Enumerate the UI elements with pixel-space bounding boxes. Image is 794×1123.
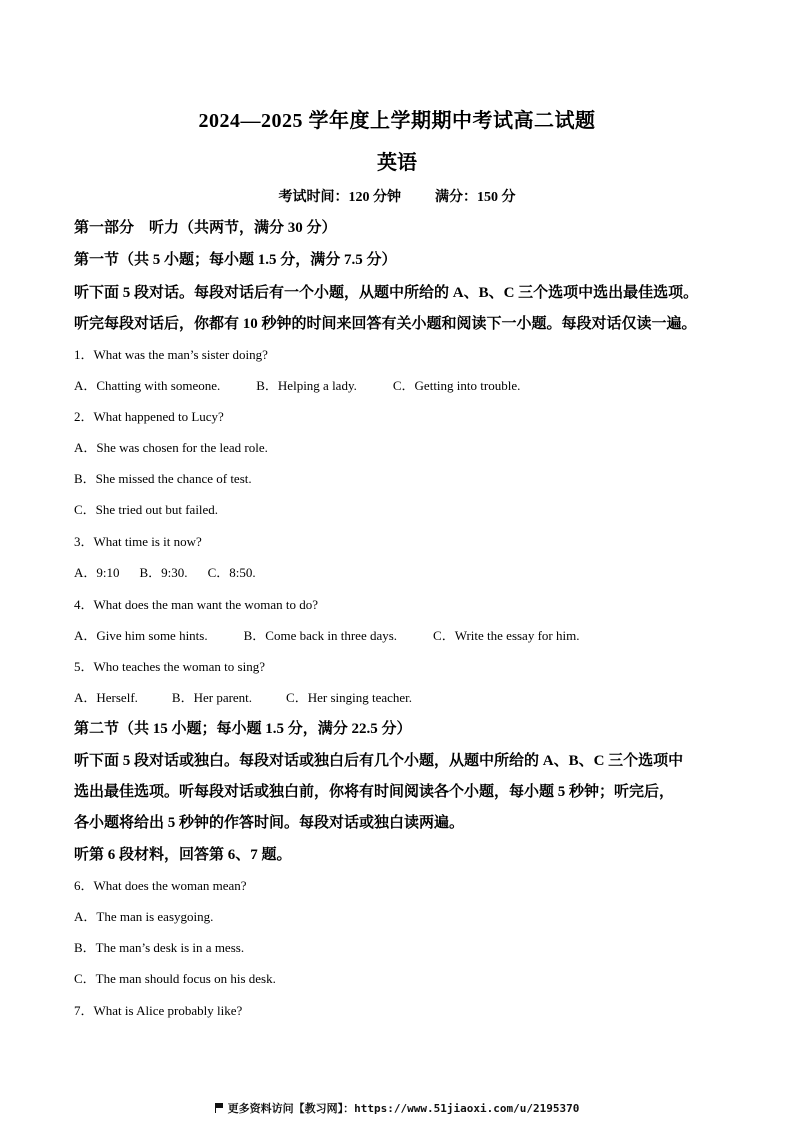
question-4: 4．What does the man want the woman to do? bbox=[74, 597, 319, 612]
section1-instruction-2: 听完每段对话后，你都有 10 秒钟的时间来回答有关小题和阅读下一小题。每段对话仅读一遍。 bbox=[74, 316, 697, 332]
material-6-heading: 听第 6 段材料，回答第 6、7 题。 bbox=[74, 847, 292, 863]
question-5-options bbox=[74, 687, 412, 706]
option-c: C．Her singing teacher. bbox=[286, 690, 413, 705]
question-1: 1．What was the man’s sister doing? bbox=[74, 347, 268, 362]
section1-instruction-1: 听下面 5 段对话。每段对话后有一个小题，从题中所给的 A、B、C 三个选项中选出最佳选项。 bbox=[74, 285, 699, 301]
option-b: B．She missed the chance of test. bbox=[74, 471, 252, 486]
option-c: C．The man should focus on his desk. bbox=[74, 971, 276, 986]
exam-score: 满分：150 分 bbox=[435, 190, 516, 205]
question-1-options bbox=[74, 375, 520, 394]
option-b: B．Come back in three days. bbox=[243, 628, 398, 643]
exam-title: 2024—2025 学年度上学期期中考试高二试题 bbox=[198, 110, 596, 132]
option-b: B．The man’s desk is in a mess. bbox=[74, 940, 245, 955]
option-b: B．Helping a lady. bbox=[256, 378, 357, 393]
question-6: 6．What does the woman mean? bbox=[74, 878, 247, 893]
exam-meta bbox=[0, 186, 794, 206]
option-a: A．Herself. bbox=[74, 690, 138, 705]
option-a: A．She was chosen for the lead role. bbox=[74, 440, 268, 455]
section1-heading: 第一节（共 5 小题；每小题 1.5 分，满分 7.5 分） bbox=[74, 252, 397, 268]
option-c: C．8:50. bbox=[207, 565, 256, 580]
option-a: A．The man is easygoing. bbox=[74, 909, 214, 924]
question-5: 5．Who teaches the woman to sing? bbox=[74, 659, 265, 674]
option-a: A．9:10 bbox=[74, 565, 120, 580]
question-4-options bbox=[74, 625, 579, 644]
flag-icon bbox=[215, 1103, 224, 1113]
exam-time: 考试时间：120 分钟 bbox=[278, 190, 401, 205]
option-c: C．Write the essay for him. bbox=[433, 628, 580, 643]
footer bbox=[0, 1100, 794, 1116]
question-7: 7．What is Alice probably like? bbox=[74, 1003, 243, 1018]
option-b: B．9:30. bbox=[139, 565, 188, 580]
section2-instruction-1: 听下面 5 段对话或独白。每段对话或独白后有几个小题，从题中所给的 A、B、C 三个选项中 bbox=[74, 753, 684, 769]
section2-instruction-2: 选出最佳选项。听每段对话或独白前，你将有时间阅读各个小题，每小题 5 秒钟；听完后， bbox=[74, 784, 675, 800]
subject-title: 英语 bbox=[377, 152, 417, 174]
section2-heading: 第二节（共 15 小题；每小题 1.5 分，满分 22.5 分） bbox=[74, 721, 412, 737]
option-c: C．Getting into trouble. bbox=[392, 378, 521, 393]
option-c: C．She tried out but failed. bbox=[74, 502, 219, 517]
part1-heading: 第一部分 听力（共两节，满分 30 分） bbox=[74, 220, 337, 236]
option-a: A．Give him some hints. bbox=[74, 628, 208, 643]
question-3: 3．What time is it now? bbox=[74, 534, 202, 549]
section2-instruction-3: 各小题将给出 5 秒钟的作答时间。每段对话或独白读两遍。 bbox=[74, 815, 465, 831]
option-b: B．Her parent. bbox=[171, 690, 253, 705]
question-2: 2．What happened to Lucy? bbox=[74, 409, 224, 424]
question-3-options bbox=[74, 562, 256, 581]
option-a: A．Chatting with someone. bbox=[74, 378, 221, 393]
footer-link[interactable]: 更多资料访问【教习网】：https://www.51jiaoxi.com/u/2195370 bbox=[227, 1102, 580, 1115]
